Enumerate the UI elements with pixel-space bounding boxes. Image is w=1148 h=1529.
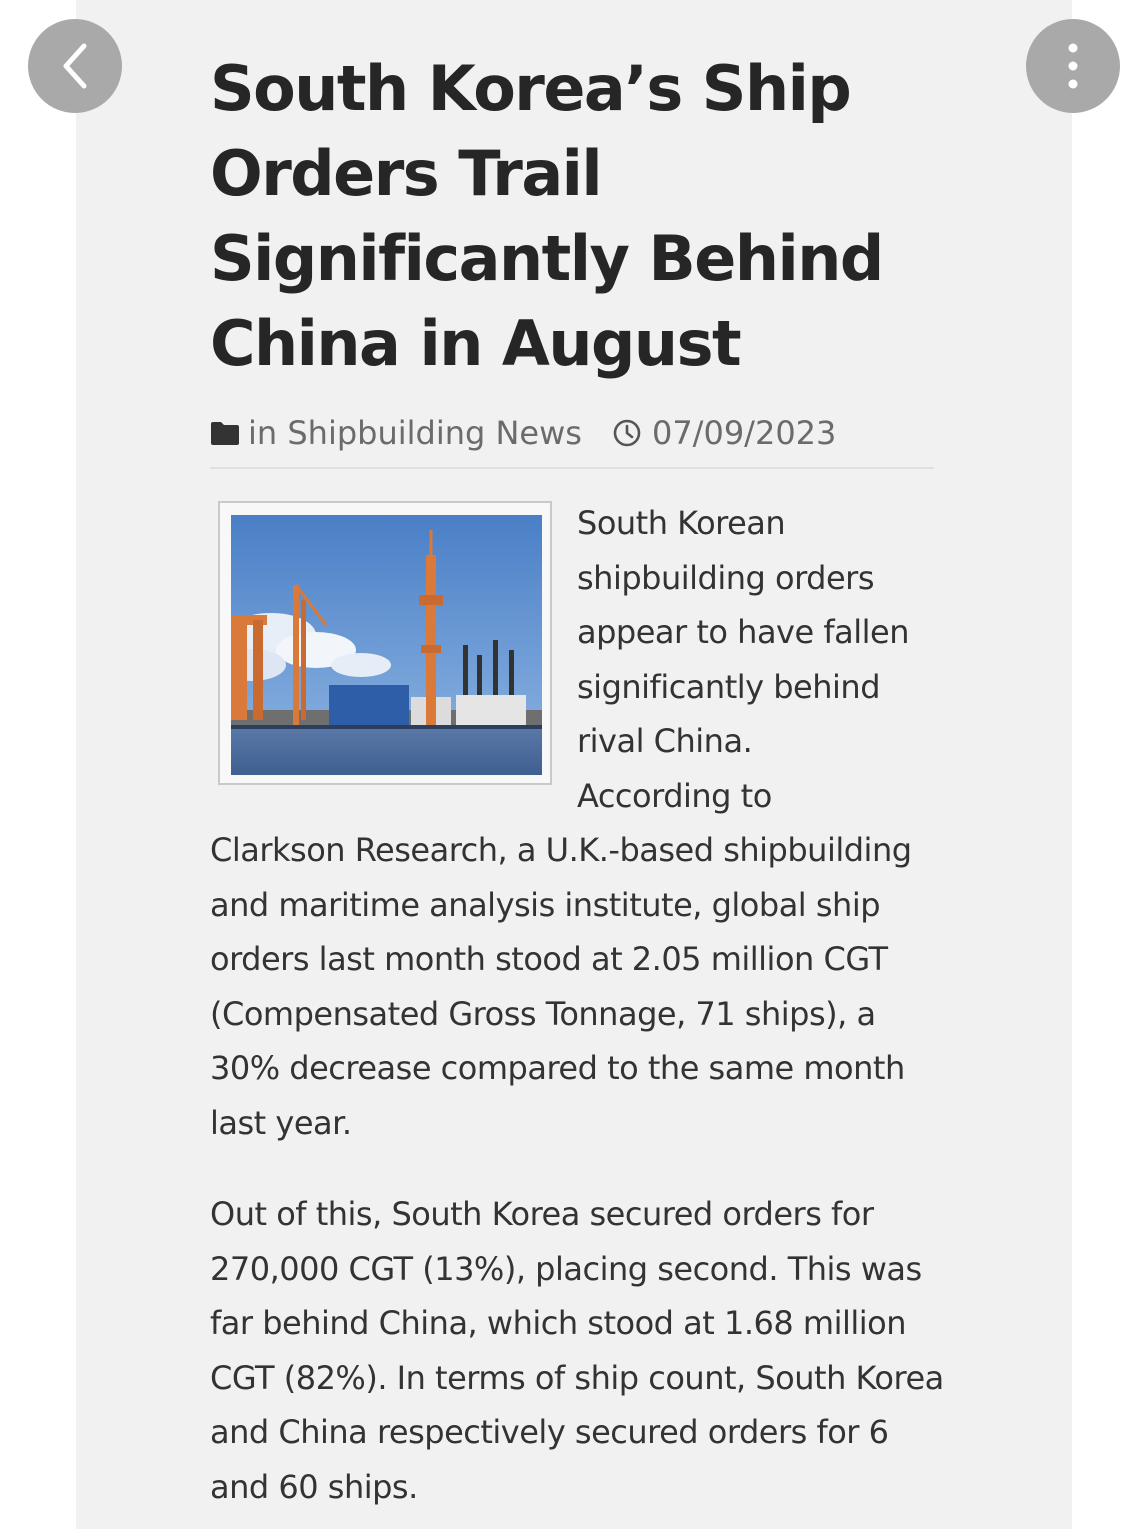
second-paragraph: Out of this, South Korea secured orders for 270,000 CGT (13%), placing second. This was far behind China, which stood at 1.68 million CGT (82%). In terms of ship count, South Korea and China respectively secured orders for 6 and 60 ships. [210, 1195, 944, 1506]
article-image[interactable] [218, 501, 552, 785]
article-title: South Korea’s Ship Orders Trail Significantly Behind China in August [210, 52, 883, 380]
intro-paragraph-continued: Clarkson Research, a U.K.-based shipbuilding and maritime analysis institute, global ship orders last month stood at 2.05 million CGT (Compensated Gross Tonnage, 71 ships), a 30% decrease compared to the same month last year. [210, 831, 912, 1142]
category-link[interactable] [210, 414, 582, 452]
intro-line: rival China. [577, 722, 753, 761]
more-options-button[interactable] [1026, 19, 1120, 113]
clock-icon [612, 418, 642, 448]
shipyard-illustration [231, 515, 542, 775]
intro-text-beside-image [577, 496, 957, 824]
chevron-left-icon [55, 40, 95, 92]
shipyard-photo [231, 515, 542, 775]
intro-line: appear to have fallen [577, 613, 909, 652]
article-meta [210, 410, 836, 456]
intro-line: South Korean [577, 504, 786, 542]
intro-line: shipbuilding orders [577, 558, 874, 597]
back-button[interactable] [28, 19, 122, 113]
date-label: 07/09/2023 [651, 414, 837, 452]
vertical-ellipsis-icon [1065, 41, 1081, 91]
meta-divider [210, 467, 934, 469]
publish-date [612, 414, 836, 452]
intro-line: significantly behind [577, 667, 880, 706]
folder-icon [210, 420, 240, 446]
intro-line: According to [577, 776, 772, 815]
category-label: in Shipbuilding News [248, 414, 582, 452]
